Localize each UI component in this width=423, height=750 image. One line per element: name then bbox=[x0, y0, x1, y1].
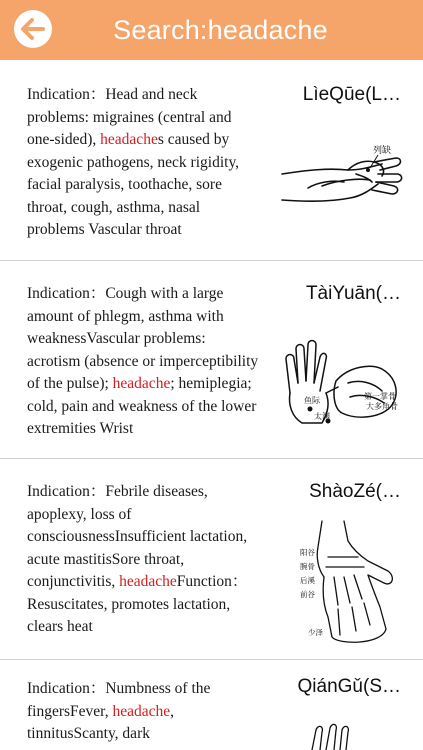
item-description: Indication：Cough with a large amount of phlegm, asthma with weaknessVascular problems: acrotism (absence or imperceptibility of the pulse); headache; hemiplegia; cold, pain and weakness of the lower extremities Wrist bbox=[27, 285, 259, 437]
hand-illustration bbox=[278, 720, 408, 750]
image-label: 阳谷 bbox=[300, 548, 315, 557]
search-results-list[interactable] bbox=[0, 60, 423, 750]
acupoint-name: LìeQūe(L… bbox=[302, 84, 401, 105]
list-item[interactable] bbox=[0, 459, 423, 659]
image-label: 第一掌骨 bbox=[364, 392, 396, 401]
image-label: 太渊 bbox=[314, 412, 330, 421]
list-item[interactable] bbox=[0, 60, 423, 260]
image-label: 大多角骨 bbox=[366, 402, 398, 411]
hand-bones-illustration bbox=[278, 517, 408, 647]
item-description: Indication：Head and neck problems: migraines (central and one-sided), headaches caused by exogenic pathogens, neck rigidity, facial paralysis, toothache, sore throat, cough, asthma, nasal problems Vascular throat bbox=[27, 86, 240, 238]
image-label: 后溪 bbox=[300, 576, 315, 585]
item-description: Indication：Numbness of the fingersFever, headache, tinnitusScanty, dark bbox=[27, 680, 211, 742]
hand-illustration bbox=[278, 140, 408, 220]
item-description: Indication：Febrile diseases, apoplexy, loss of consciousnessInsufficient lactation, acute mastitisSore throat, conjunctivitis, headacheFunction：Resuscitates, promotes lactation, clears heat bbox=[27, 483, 248, 635]
acupoint-name: ShàoZé(… bbox=[309, 481, 401, 502]
page-title: Search:headache bbox=[113, 14, 328, 45]
image-label: 列缺 bbox=[373, 146, 392, 156]
image-label: 少泽 bbox=[308, 628, 323, 637]
image-label: 腕骨 bbox=[300, 562, 315, 571]
image-label: 前谷 bbox=[300, 590, 315, 599]
acupoint-name: QiánGǔ(S… bbox=[297, 676, 401, 697]
wrist-illustration bbox=[278, 333, 408, 425]
image-label: 鱼际 bbox=[304, 396, 320, 405]
navigation-bar bbox=[0, 0, 423, 60]
list-item[interactable] bbox=[0, 261, 423, 458]
acupoint-name: TàiYuān(… bbox=[305, 283, 401, 304]
list-item[interactable] bbox=[0, 660, 423, 750]
